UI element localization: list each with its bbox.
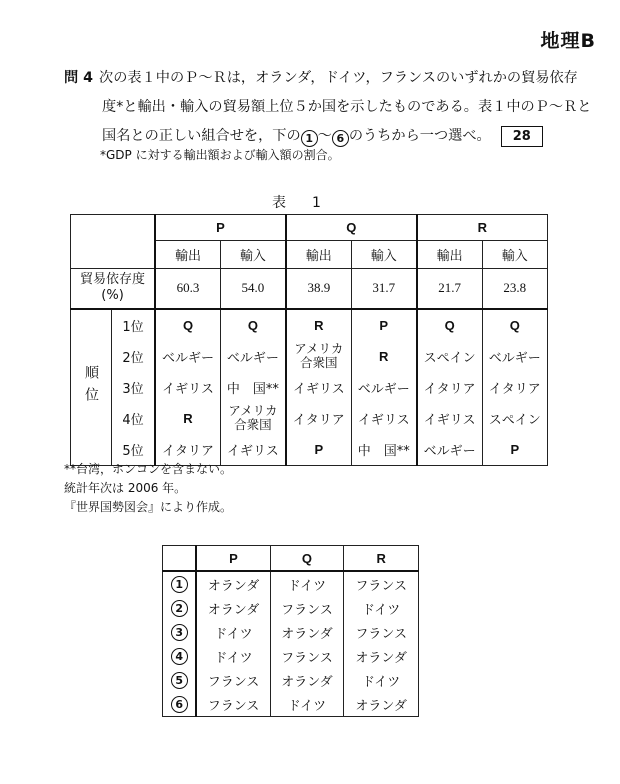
choice-number-cell	[163, 668, 197, 692]
circled-number-icon: 5	[171, 672, 188, 689]
circled-number-6-icon: 6	[332, 130, 349, 147]
rank-cell: Q	[417, 309, 482, 341]
question-text	[64, 64, 592, 151]
choice-cell: ドイツ	[270, 692, 344, 717]
dependency-value: 38.9	[286, 269, 351, 309]
rank-cell: イタリア	[286, 403, 351, 434]
subheader-export: 輸出	[286, 241, 351, 269]
rank-cell: アメリカ合衆国	[286, 341, 351, 372]
dependency-value: 23.8	[482, 269, 547, 309]
choice-cell: オランダ	[270, 668, 344, 692]
rank-cell: ベルギー	[482, 341, 547, 372]
choice-number-cell	[163, 620, 197, 644]
range-separator: ～	[317, 128, 332, 144]
rank-cell: R	[351, 341, 416, 372]
choice-cell: ドイツ	[270, 571, 344, 596]
rank-cell: イタリア	[482, 372, 547, 403]
choice-cell: フランス	[270, 596, 344, 620]
rank-4-label: 4位	[112, 403, 156, 434]
gdp-footnote: *GDP に対する輸出額および輸入額の割合。	[100, 148, 340, 162]
choice-cell: ドイツ	[344, 596, 419, 620]
choice-number-cell	[163, 644, 197, 668]
choice-cell: オランダ	[196, 571, 270, 596]
rank-cell: Q	[482, 309, 547, 341]
choice-row[interactable]	[163, 620, 419, 644]
question-line-1-text: 次の表１中のＰ～Ｒは，オランダ，ドイツ，フランスのいずれかの貿易依存	[99, 70, 578, 86]
choice-cell: ドイツ	[196, 644, 270, 668]
rank-cell: スペイン	[417, 341, 482, 372]
dependency-value: 21.7	[417, 269, 482, 309]
group-header-p: P	[155, 215, 286, 241]
rank-cell: イギリス	[155, 372, 220, 403]
choice-row[interactable]	[163, 644, 419, 668]
dependency-unit: (%)	[101, 288, 124, 304]
choice-row[interactable]	[163, 571, 419, 596]
circled-number-icon: 1	[171, 576, 188, 593]
choice-cell: オランダ	[344, 644, 419, 668]
choice-row[interactable]	[163, 692, 419, 717]
rank-cell: 中 国**	[220, 372, 285, 403]
choices-corner-cell	[163, 546, 197, 572]
rank-cell: イギリス	[286, 372, 351, 403]
choice-cell: オランダ	[270, 620, 344, 644]
subject-title: 地理B	[540, 30, 596, 52]
table-notes	[64, 460, 232, 517]
note-taiwan: **台湾，ホンコンを含まない。	[64, 462, 233, 476]
table-1-caption: 表 1	[272, 195, 327, 211]
rank-cell: イタリア	[417, 372, 482, 403]
rank-cell: Q	[155, 309, 220, 341]
circled-number-icon: 3	[171, 624, 188, 641]
table-corner-cell	[71, 215, 156, 269]
answer-box[interactable]: 28	[501, 126, 543, 147]
circled-number-icon: 2	[171, 600, 188, 617]
circled-number-icon: 4	[171, 648, 188, 665]
choice-cell: フランス	[344, 620, 419, 644]
choice-cell: フランス	[344, 571, 419, 596]
subheader-import: 輸入	[482, 241, 547, 269]
group-header-r: R	[417, 215, 548, 241]
rank-cell: スペイン	[482, 403, 547, 434]
dependency-value: 60.3	[155, 269, 220, 309]
question-line-3b: のうちから一つ選べ。	[348, 128, 491, 144]
rank-cell: イタリア	[155, 434, 220, 466]
rank-cell: イギリス	[417, 403, 482, 434]
choice-cell: オランダ	[196, 596, 270, 620]
dependency-value: 31.7	[351, 269, 416, 309]
dependency-value: 54.0	[220, 269, 285, 309]
subheader-import: 輸入	[351, 241, 416, 269]
rank-cell: アメリカ合衆国	[220, 403, 285, 434]
rank-cell: R	[155, 403, 220, 434]
choice-header-q: Q	[270, 546, 344, 572]
circled-number-1-icon: 1	[301, 130, 318, 147]
circled-number-icon: 6	[171, 696, 188, 713]
note-source: 『世界国勢図会』により作成。	[64, 500, 233, 514]
rank-1-label: 1位	[112, 309, 156, 341]
rank-2-label: 2位	[112, 341, 156, 372]
choice-cell: ドイツ	[196, 620, 270, 644]
rank-cell: P	[351, 309, 416, 341]
question-line-2: 度*と輸出・輸入の貿易額上位５か国を示したものである。表１中のＰ～Ｒと	[102, 99, 592, 115]
choice-cell: フランス	[196, 692, 270, 717]
choice-cell: ドイツ	[344, 668, 419, 692]
rank-cell: イギリス	[351, 403, 416, 434]
question-line-1	[64, 64, 578, 93]
rank-cell: ベルギー	[155, 341, 220, 372]
choice-number-cell	[163, 571, 197, 596]
dependency-label-cell	[71, 269, 156, 309]
choice-cell: フランス	[270, 644, 344, 668]
rank-cell: P	[482, 434, 547, 466]
rank-label: 順位	[71, 309, 112, 466]
rank-3-label: 3位	[112, 372, 156, 403]
choice-row[interactable]	[163, 668, 419, 692]
question-number: 問 4	[64, 70, 93, 86]
choice-header-r: R	[344, 546, 419, 572]
rank-cell: イギリス	[220, 434, 285, 466]
question-line-3a: 国名との正しい組合せを，下の	[102, 128, 301, 144]
choice-cell: オランダ	[344, 692, 419, 717]
choice-cell: フランス	[196, 668, 270, 692]
rank-cell: 中 国**	[351, 434, 416, 466]
trade-table	[70, 214, 548, 466]
rank-cell: R	[286, 309, 351, 341]
subheader-export: 輸出	[155, 241, 220, 269]
subheader-export: 輸出	[417, 241, 482, 269]
choice-header-p: P	[196, 546, 270, 572]
group-header-q: Q	[286, 215, 417, 241]
choice-number-cell	[163, 596, 197, 620]
rank-cell: ベルギー	[351, 372, 416, 403]
choice-number-cell	[163, 692, 197, 717]
rank-cell: P	[286, 434, 351, 466]
rank-cell: ベルギー	[220, 341, 285, 372]
choice-row[interactable]	[163, 596, 419, 620]
rank-5-label: 5位	[112, 434, 156, 466]
note-year: 統計年次は 2006 年。	[64, 481, 187, 495]
dependency-label: 貿易依存度	[80, 272, 146, 288]
rank-cell: ベルギー	[417, 434, 482, 466]
subheader-import: 輸入	[220, 241, 285, 269]
answer-choices-table	[162, 545, 419, 717]
rank-cell: Q	[220, 309, 285, 341]
